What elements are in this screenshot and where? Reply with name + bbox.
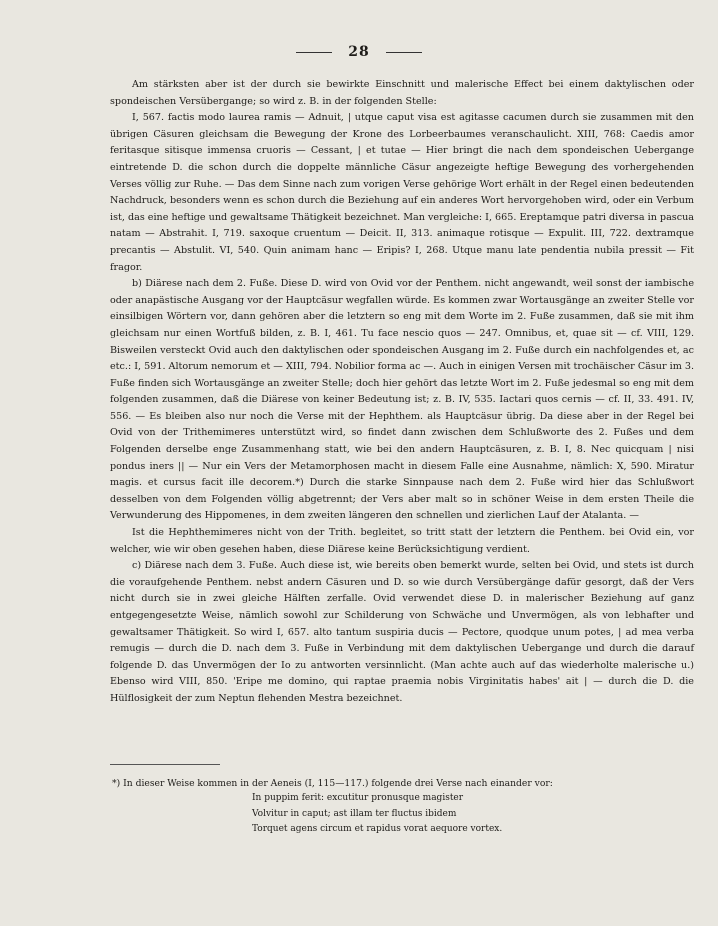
paragraph: c) Diärese nach dem 3. Fuße. Auch diese ist, wie bereits oben bemerkt wurde, selten bei Ovid, und stets ist durch die voraufgehende Penthem. nebst andern Cäsuren und D. so wie durch Versübergänge dafür gesorgt, daß der Vers nicht durch sie in zwei gleiche Hälften zerfalle. Ovid verwendet diese D. in malerischer Beziehung auf ganz entgegengesetzte Weise, nämlich sowohl zur Schilderung von Schwäche und Unvermögen, als von lebhafter und gewaltsamer Thätigkeit. So wird I, 657. alto tantum suspiria ducis — Pectore, quodque unum potes, | ad mea verba remugis — durch die D. nach dem 3. Fuße in Verbindung mit dem daktylischen Uebergange und durch die darauf folgende D. das Unvermögen der Io zu antworten versinnlicht. (Man achte auch auf das wiederholte malerische u.) Ebenso wird VIII, 850. 'Eripe me domino, qui raptae praemia nobis Virginitatis habes' ait | — durch die D. die Hülflosigkeit der zum Neptun flehenden Mestra bezeichnet. [110,560,694,704]
header-rule-left [296,52,332,53]
paragraph: b) Diärese nach dem 2. Fuße. Diese D. wird von Ovid vor der Penthem. nicht angewandt, weil sonst der iambische oder anapästische Ausgang vor der Hauptcäsur wegfallen würde. Es kommen zwar Wortausgänge an zweiter Stelle vor einsilbigen Wörtern vor, dann gehören aber die letztern so eng mit dem Worte im 2. Fuße zusammen, daß sie mit ihm gleichsam nur einen Wortfuß bilden, z. B. I, 461. Tu face nescio quos — 247. Omnibus, et, quae sit — cf. VIII, 129. Bisweilen versteckt Ovid auch den daktylischen oder spondeischen Ausgang im 2. Fuße durch ein nachfolgendes et, ac etc.: I, 591. Altorum nemorum et — XIII, 794. Nobilior forma ac —. Auch in einigen Versen mit trochäischer Cäsur im 3. Fuße finden sich Wortausgänge an zweiter Stelle; doch hier gehört das letzte Wort im 2. Fuße jedesmal so eng mit dem folgenden zusammen, daß die Diärese von keiner Bedeutung ist; z. B. IV, 535. Iactari quos cernis — cf. II, 33. 491. IV, 556. — Es bleiben also nur noch die Verse mit der Hephthem. als Hauptcäsur übrig. Da diese aber in der Regel bei Ovid von der Trithemimeres unterstützt wird, so findet dann zwischen dem Schlußworte des 2. Fußes und dem Folgenden derselbe enge Zusammenhang statt, wie bei den andern Hauptcäsuren, z. B. I, 8. Nec quicquam | nisi pondus iners || — Nur ein Vers der Metamorphosen macht in diesem Falle eine Ausnahme, nämlich: X, 590. Miratur magis. et cursus facit ille decorem.*) Durch die starke Sinnpause nach dem 2. Fuße wird hier das Schlußwort desselben von dem Folgenden völlig abgetrennt; der Vers aber malt so in schöner Weise in dem ersten Theile die Verwunderung des Hippomenes, in dem zweiten längeren den schnellen und zierlichen Lauf der Atalanta. — [110,278,694,522]
paragraph: I, 567. factis modo laurea ramis — Adnuit, | utque caput visa est agitasse cacumen durch sie zusammen mit den übrigen Cäsuren gleichsam die Bewegung der Krone des Lorbeerbaumes veranschaulicht. XIII, 768: Caedis amor feritasque sitisque immensa cruoris — Cessant, | et tutae — Hier bringt die nach dem spondeischen Uebergange eintretende D. die schon durch die doppelte männliche Cäsur angezeigte heftige Bewegung des vorhergehenden Verses völlig zur Ruhe. — Das dem Sinne nach zum vorigen Verse gehörige Wort erhält in der Regel einen bedeutenden Nachdruck, besonders wenn es schon durch die Beziehung auf ein anderes Wort hervorgehoben wird, oder ein Verbum ist, das eine heftige und gewaltsame Thätigkeit bezeichnet. Man vergleiche: I, 665. Ereptamque patri diversa in pascua natam — Abstrahit. I, 719. saxoque cruentum — Deicit. II, 313. animaque rotisque — Expulit. III, 722. dextramque precantis — Abstulit. VI, 540. Quin animam hanc — Eripis? I, 268. Utque manu late pendentia nubila pressit — Fit fragor. [110,112,695,273]
page-header [0,44,718,60]
footnote [112,776,692,838]
footnote-text: *) In dieser Weise kommen in der Aeneis (I, 115—117.) folgende drei Verse nach einander vor: [112,778,553,789]
footnote-verses [252,791,692,838]
header-rule-right [386,52,422,53]
paragraph: Am stärksten aber ist der durch sie bewirkte Einschnitt und malerische Effect bei einem daktylischen oder spondeischen Versübergange; so wird z. B. in der folgenden Stelle: [110,79,694,107]
footnote-verse: In puppim ferit: excutitur pronusque magister [252,793,464,803]
footnote-verse: Torquet agens circum et rapidus vorat aequore vortex. [252,824,503,834]
footnote-verse: Volvitur in caput; ast illam ter fluctus ibidem [252,808,457,819]
body-text [110,77,694,708]
paragraph: Ist die Hephthemimeres nicht von der Trith. begleitet, so tritt statt der letztern die Penthem. bei Ovid ein, vor welcher, wie wir oben gesehen haben, diese Diärese keine Berücksichtigung verdient. [110,527,694,555]
page-number: 28 [348,44,370,60]
footnote-divider [110,764,220,765]
